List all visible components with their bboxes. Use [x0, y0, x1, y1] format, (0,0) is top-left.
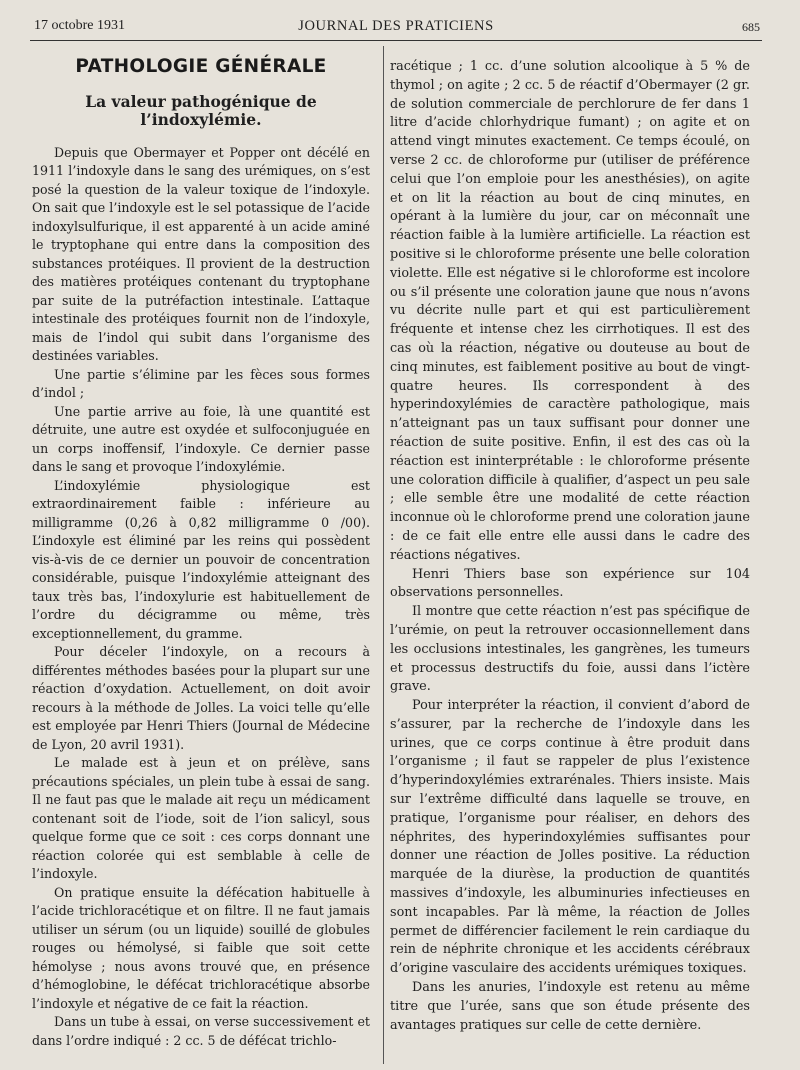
running-header [30, 14, 762, 41]
left-column [32, 50, 370, 1050]
paragraph: Pour interpréter la réaction, il convient d’abord de s’assurer, par la recherche de l’indoxyle dans les urines, que ce corps continue à être produit dans l’organisme ; il faut se rappeler de plus l’existence d’hyperindoxylémies extrarénales. Thiers insiste. Mais sur l’extrême difficulté dans laquelle se trouve, en pratique, l’organisme pour réaliser, en dehors des néphrites, des hyperindoxylémies suffisantes pour donner une réaction de Jolles positive. La réduction marquée de la diurèse, la production de quantités massives d’indoxyle, les albuminuries infectieuses en sont incapables. Par là même, la réaction de Jolles permet de différencier facilement le rein cardiaque du rein de néphrite chronique et les accidents cérébraux d’origine vasculaire des accidents urémiques toxiques. [390, 698, 750, 977]
paragraph: Pour déceler l’indoxyle, on a recours à différentes méthodes basées pour la plupart sur une réaction d’oxydation. Actuellement, on doit avoir recours à la méthode de Jolles. La voici telle qu’elle est employée par Henri Thiers (Journal de Médecine de Lyon, 20 avril 1931). [32, 644, 370, 752]
paragraph: Henri Thiers base son expérience sur 104 observations personnelles. [390, 566, 750, 601]
paragraph: Dans les anuries, l’indoxyle est retenu au même titre que l’urée, sans que son étude présente des avantages pratiques sur celle de cette dernière. [390, 980, 750, 1033]
page-number: 685 [742, 20, 760, 34]
paragraph: Une partie s’élimine par les fèces sous formes d’indol ; [32, 366, 370, 400]
journal-name: JOURNAL DES PRATICIENS [298, 18, 494, 34]
paragraph: Depuis que Obermayer et Popper ont décélé en 1911 l’indoxyle dans le sang des urémiques, on s’est posé la question de la valeur toxique de l’indoxyle. On sait que l’indoxyle est le sel potassique de l’acide indoxylsulfurique, il est apparenté à un acide aminé le tryptophane qui entre dans la composition des substances protéiques. Il provient de la destruction des matières protéiques contenant du tryptophane par suite de la putréfaction intestinale. L’attaque intestinale des protéiques fournit non de l’indoxyle, mais de l’indol qui subit dans l’organisme des destinées variables. [32, 144, 370, 363]
right-column [390, 58, 750, 1035]
header-date: 17 octobre 1931 [34, 18, 125, 33]
paragraph: Il montre que cette réaction n’est pas spécifique de l’urémie, on peut la retrouver occasionnellement dans les occlusions intestinales, les gangrènes, les tumeurs et processus destructifs du foie, aussi dans l’ictère grave. [390, 604, 750, 695]
section-title: PATHOLOGIE GÉNÉRALE [75, 56, 327, 77]
article-title: La valeur pathogénique de l’indoxylémie. [85, 91, 317, 129]
paragraph: On pratique ensuite la défécation habituelle à l’acide trichloracétique et on filtre. Il ne faut jamais utiliser un sérum (ou un liquide) souillé de globules rouges ou hémolysé, si faible que soit cette hémolyse ; nous avons trouvé que, en présence d’hémoglobine, le défécat trichloracétique absorbe l’indoxyle et négative de ce fait la réaction. [32, 884, 370, 1011]
paragraph: Une partie arrive au foie, là une quantité est détruite, une autre est oxydée et sulfoconjuguée en un corps inoffensif, l’indoxyle. Ce dernier passe dans le sang et provoque l’indoxylémie. [32, 403, 370, 474]
paragraph: L’indoxylémie physiologique est extraordinairement faible : inférieure au milligramme (0,26 à 0,82 milligramme 0 /00). L’indoxyle est éliminé par les reins qui possèdent vis-à-vis de ce dernier un pouvoir de concentration considérable, puisque l’indoxylémie atteignant des taux très bas, l’indoxylurie est habituellement de l’ordre du décigramme ou même, très exceptionnellement, du gramme. [32, 477, 370, 641]
paragraph: Le malade est à jeun et on prélève, sans précautions spéciales, un plein tube à essai de sang. Il ne faut pas que le malade ait reçu un médicament contenant soit de l’iode, soit de l’ion salicyl, sous quelque forme que ce soit : ces corps donnant une réaction colorée qui est semblable à celle de l’indoxyle. [32, 755, 370, 881]
column-divider [383, 46, 384, 1064]
paragraph: racétique ; 1 cc. d’une solution alcoolique à 5 % de thymol ; on agite ; 2 cc. 5 de réactif d’Obermayer (2 gr. de solution commerciale de perchlorure de fer dans 1 litre d’acide chlorhydrique fumant) ; on agite et on attend vingt minutes exactement. Ce temps écoulé, on verse 2 cc. de chloroforme pur (utiliser de préférence celui que l’on emploie pour les anesthésies), on agite et on lit la réaction au bout de cinq minutes, en opérant à la lumière du jour, car on méconnaît une réaction faible à la lumière artificielle. La réaction est positive si le chloroforme présente une belle coloration violette. Elle est négative si le chloroforme est incolore ou s’il présente une coloration jaune que nous n’avons vu décrite nulle part et qui est particulièrement fréquente et intense chez les cirrhotiques. Il est des cas où la réaction, négative ou douteuse au bout de cinq minutes, est faiblement positive au bout de vingt-quatre heures. Ils correspondent à des hyperindoxylémies de caractère pathologique, mais n’atteignant pas un taux suffisant pour donner une réaction de suite positive. Enfin, il est des cas où la réaction est ininterprétable : le chloroforme présente une coloration difficile à qualifier, d’aspect un peu sale ; elle semble être une modalité de cette réaction inconnue où le chloroforme prend une coloration jaune : de ce fait elle entre elle aussi dans le cadre des réactions négatives. [390, 59, 750, 563]
paragraph: Dans un tube à essai, on verse successivement et dans l’ordre indiqué : 2 cc. 5 de défécat trichlo- [32, 1014, 370, 1048]
